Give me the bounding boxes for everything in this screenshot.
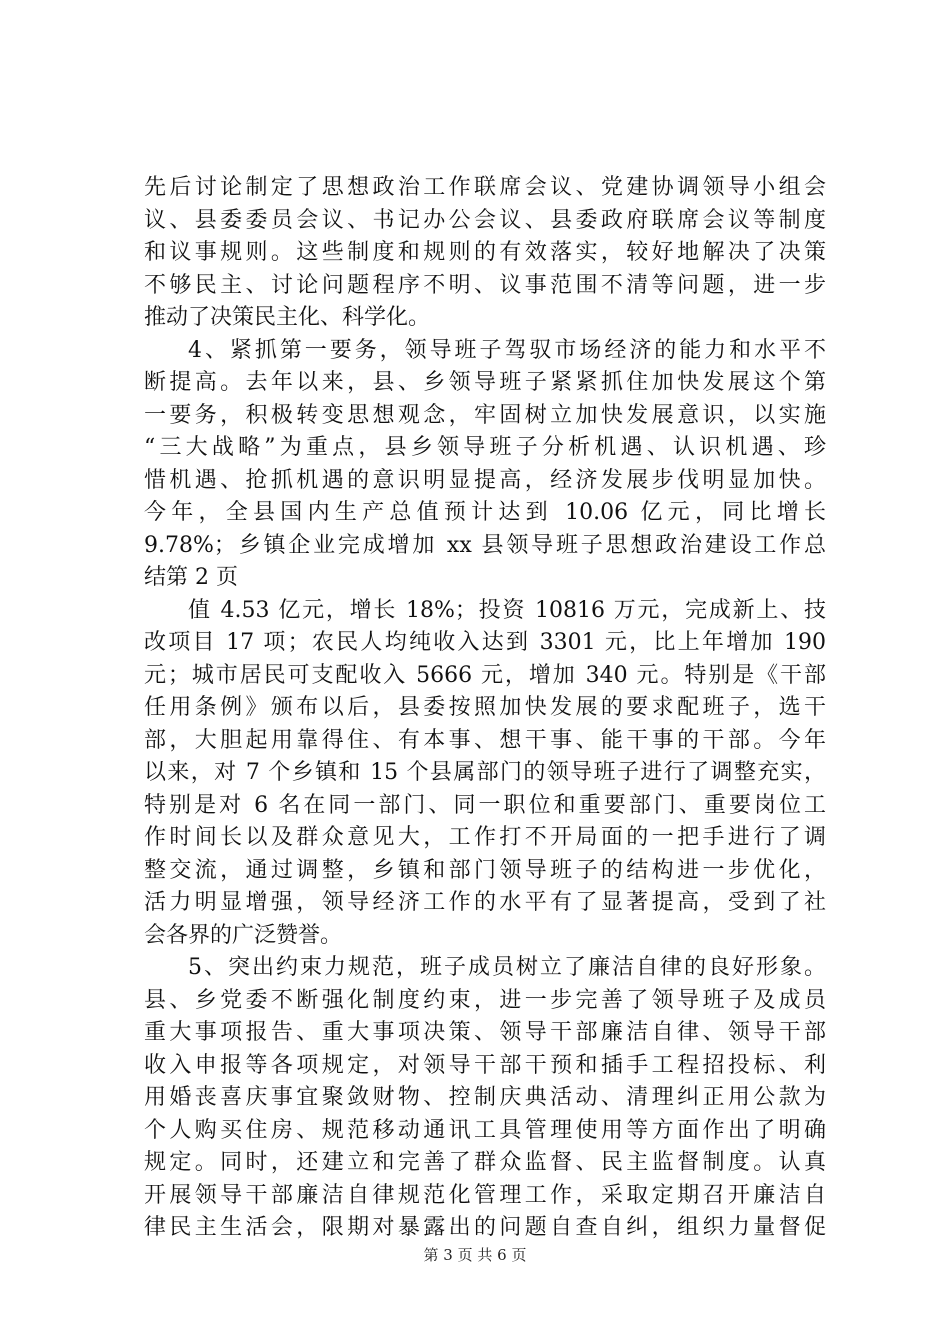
text-line: 规定。同时，还建立和完善了群众监督、民主监督制度。认真 <box>144 1150 826 1175</box>
document-body <box>144 172 826 1245</box>
text-line: 收入申报等各项规定，对领导干部干预和插手工程招投标、利 <box>144 1052 826 1078</box>
text-line: 整交流，通过调整，乡镇和部门领导班子的结构进一步优化， <box>144 857 826 883</box>
text-line: 县、乡党委不断强化制度约束，进一步完善了领导班子及成员 <box>144 987 826 1013</box>
text-line: 任用条例》颁布以后，县委按照加快发展的要求配班子，选干 <box>144 695 826 720</box>
text-line: 重大事项报告、重大事项决策、领导干部廉洁自律、领导干部 <box>144 1020 826 1045</box>
text-line: 惜机遇、抢抓机遇的意识明显提高，经济发展步伐明显加快。 <box>144 467 826 493</box>
text-line: 特别是对 6 名在同一部门、同一职位和重要部门、重要岗位工 <box>144 792 826 818</box>
text-line: 不够民主、讨论问题程序不明、议事范围不清等问题，进一步 <box>144 272 826 298</box>
text-line: 推动了决策民主化、科学化。 <box>144 305 431 330</box>
text-line: 开展领导干部廉洁自律规范化管理工作，采取定期召开廉洁自 <box>144 1182 826 1208</box>
text-line: 用婚丧喜庆事宜聚敛财物、控制庆典活动、清理纠正用公款为 <box>144 1085 826 1110</box>
text-line: 部，大胆起用靠得住、有本事、想干事、能干事的干部。今年 <box>144 727 826 753</box>
text-line: 结第 2 页 <box>144 565 238 590</box>
text-line: 元；城市居民可支配收入 5666 元，增加 340 元。特别是《干部 <box>144 662 826 688</box>
text-line: 律民主生活会，限期对暴露出的问题自查自纠，组织力量督促 <box>144 1215 826 1240</box>
text-line: 值 4.53 亿元，增长 18%；投资 10816 万元，完成新上、技 <box>188 597 826 623</box>
text-line: 以来，对 7 个乡镇和 15 个县属部门的领导班子进行了调整充实， <box>144 760 826 785</box>
text-line: 4、紧抓第一要务，领导班子驾驭市场经济的能力和水平不 <box>188 337 826 363</box>
text-line: 活力明显增强，领导经济工作的水平有了显著提高，受到了社 <box>144 890 826 915</box>
text-line: 个人购买住房、规范移动通讯工具管理使用等方面作出了明确 <box>144 1117 826 1143</box>
text-line: 议、县委委员会议、书记办公会议、县委政府联席会议等制度 <box>144 207 826 233</box>
text-line: 和议事规则。这些制度和规则的有效落实，较好地解决了决策 <box>144 240 826 265</box>
text-line: 改项目 17 项；农民人均纯收入达到 3301 元，比上年增加 190 <box>144 630 826 655</box>
text-line: 先后讨论制定了思想政治工作联席会议、党建协调领导小组会 <box>144 175 826 200</box>
page-footer: 第 3 页 共 6 页 <box>423 1246 527 1264</box>
text-line: 今年，全县国内生产总值预计达到 10.06 亿元，同比增长 <box>144 500 826 525</box>
text-line: 断提高。去年以来，县、乡领导班子紧紧抓住加快发展这个第 <box>144 370 826 395</box>
text-line: 作时间长以及群众意见大，工作打不开局面的一把手进行了调 <box>144 825 826 850</box>
text-line: 会各界的广泛赞誉。 <box>144 922 343 948</box>
text-line: 5、突出约束力规范，班子成员树立了廉洁自律的良好形象。 <box>188 955 826 980</box>
text-line: 9.78%；乡镇企业完成增加 xx 县领导班子思想政治建设工作总 <box>144 532 826 558</box>
text-line: 一要务，积极转变思想观念，牢固树立加快发展意识，以实施 <box>144 402 826 428</box>
text-line: “三大战略”为重点，县乡领导班子分析机遇、认识机遇、珍 <box>144 435 826 460</box>
